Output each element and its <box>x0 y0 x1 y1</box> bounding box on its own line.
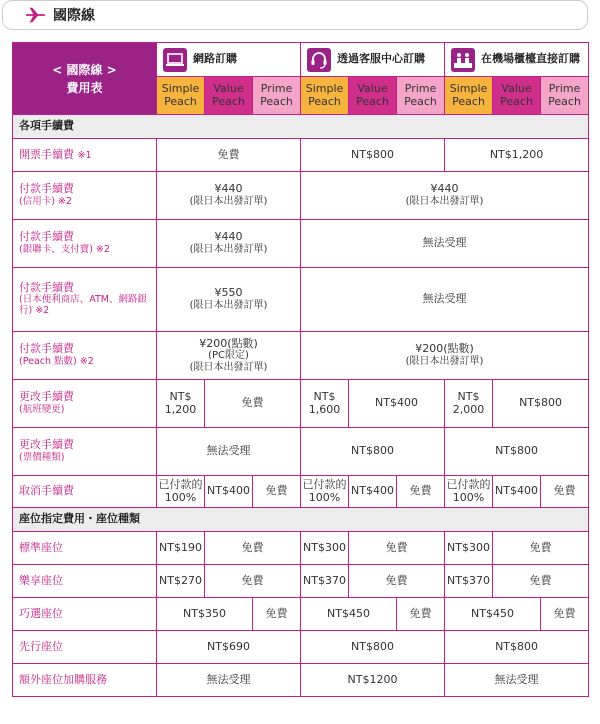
laptop-icon <box>163 48 187 72</box>
fare-simple-callcenter: Simple Peach <box>301 77 349 115</box>
table-row: 付款手續費 (Peach 點數) ※2 ¥200(點數) (PC限定) (限日本出發訂單) ¥200(點數) (限日本出發訂單) <box>13 332 589 380</box>
headset-icon <box>307 48 331 72</box>
fee-table <box>12 42 589 697</box>
fare-simple-web: Simple Peach <box>157 77 205 115</box>
fare-value-airport: Value Peach <box>493 77 541 115</box>
fare-prime-airport: Prime Peach <box>541 77 589 115</box>
table-row: 樂享座位 NT$270 免費 NT$370 免費 NT$370 免費 <box>13 565 589 598</box>
counter-icon <box>451 48 475 72</box>
plane-icon <box>25 6 47 24</box>
table-row: 付款手續費 (銀聯卡、支付寶) ※2 ¥440 (限日本出發訂單) 無法受理 <box>13 220 589 268</box>
table-row: 更改手續費 (航班變更) NT$ 1,200 免費 NT$ 1,600 NT$400 NT$ 2,000 NT$800 <box>13 380 589 428</box>
channel-callcenter: 透過客服中心訂購 <box>301 43 445 77</box>
table-row: 標準座位 NT$190 免費 NT$300 免費 NT$300 免費 <box>13 532 589 565</box>
table-row: 巧選座位 NT$350 免費 NT$450 免費 NT$450 免費 <box>13 598 589 631</box>
table-row: 取消手續費 已付款的 100% NT$400 免費 已付款的 100% NT$400 免費 已付款的 100% NT$400 免費 <box>13 476 589 508</box>
section-seats: 座位指定費用・座位種類 <box>13 508 589 532</box>
table-row: 更改手續費 (票價種類) 無法受理 NT$800 NT$800 <box>13 428 589 476</box>
table-corner-title: < 國際線 > 費用表 <box>13 43 157 115</box>
table-row: 開票手續費 ※1 免費 NT$800 NT$1,200 <box>13 139 589 172</box>
fare-prime-callcenter: Prime Peach <box>397 77 445 115</box>
table-row: 付款手續費 (日本便利商店、ATM、網路銀行) ※2 ¥550 (限日本出發訂單) 無法受理 <box>13 268 589 332</box>
fare-value-callcenter: Value Peach <box>349 77 397 115</box>
table-row: 額外座位加購服務 無法受理 NT$1200 無法受理 <box>13 664 589 697</box>
section-fees: 各項手續費 <box>13 115 589 139</box>
section-header <box>2 0 588 30</box>
table-row: 先行座位 NT$690 NT$800 NT$800 <box>13 631 589 664</box>
table-row: 付款手續費 (信用卡) ※2 ¥440 (限日本出發訂單) ¥440 (限日本出發訂單) <box>13 172 589 220</box>
section-title: 國際線 <box>53 8 95 24</box>
fare-value-web: Value Peach <box>205 77 253 115</box>
fare-simple-airport: Simple Peach <box>445 77 493 115</box>
fare-prime-web: Prime Peach <box>253 77 301 115</box>
channel-airport: 在機場櫃檯直接訂購 <box>445 43 589 77</box>
channel-web: 網路訂購 <box>157 43 301 77</box>
